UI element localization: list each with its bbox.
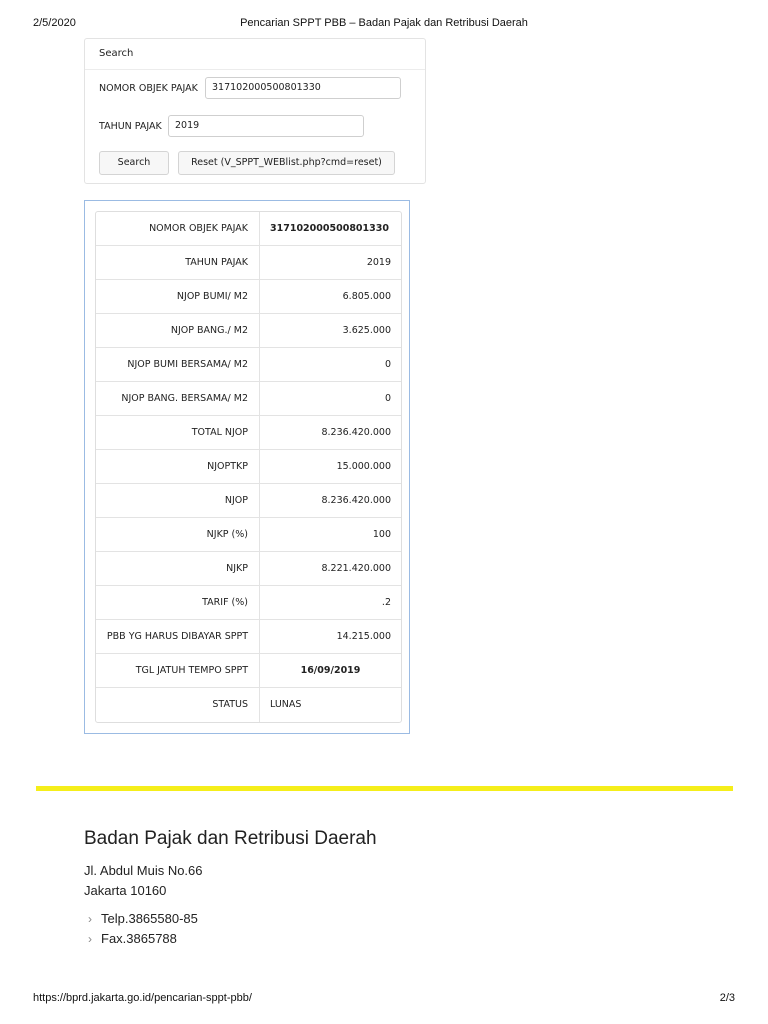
row-label: NJOP <box>96 484 260 517</box>
table-row <box>96 484 401 518</box>
row-label: TOTAL NJOP <box>96 416 260 449</box>
print-header <box>33 17 735 31</box>
row-label: NJOP BANG. BERSAMA/ M2 <box>96 382 260 415</box>
reset-button[interactable]: Reset (V_SPPT_WEBlist.php?cmd=reset) <box>178 151 395 175</box>
sppt-detail-table <box>95 211 402 723</box>
row-value: 2019 <box>366 257 391 268</box>
row-value: 8.236.420.000 <box>321 427 391 438</box>
row-label: TGL JATUH TEMPO SPPT <box>96 654 260 687</box>
table-row <box>96 552 401 586</box>
table-row <box>96 246 401 280</box>
row-label: NJOPTKP <box>96 450 260 483</box>
row-label: NJKP <box>96 552 260 585</box>
row-label: PBB YG HARUS DIBAYAR SPPT <box>96 620 260 653</box>
table-row <box>96 212 401 246</box>
row-value: .2 <box>381 597 391 608</box>
print-page-title: Pencarian SPPT PBB – Badan Pajak dan Retribusi Daerah <box>240 17 528 29</box>
row-label: TARIF (%) <box>96 586 260 619</box>
nop-label: NOMOR OBJEK PAJAK <box>99 83 198 94</box>
print-date: 2/5/2020 <box>33 17 76 29</box>
org-name: Badan Pajak dan Retribusi Daerah <box>84 828 377 849</box>
tahun-pajak-input[interactable]: 2019 <box>168 115 364 137</box>
chevron-right-icon: › <box>88 932 92 946</box>
chevron-right-icon: › <box>88 912 92 926</box>
row-value: 317102000500801330 <box>270 223 389 234</box>
status-value: LUNAS <box>270 699 302 710</box>
table-row <box>96 688 401 722</box>
table-row <box>96 382 401 416</box>
address-line-2: Jakarta 10160 <box>84 883 167 898</box>
tahun-pajak-label: TAHUN PAJAK <box>99 121 162 132</box>
row-value: 100 <box>372 529 391 540</box>
result-panel <box>84 200 410 734</box>
row-label: NJKP (%) <box>96 518 260 551</box>
row-label: NJOP BUMI/ M2 <box>96 280 260 313</box>
table-row <box>96 586 401 620</box>
table-row <box>96 518 401 552</box>
row-value: 14.215.000 <box>336 631 391 642</box>
phone-text: Telp.3865580-85 <box>101 911 198 926</box>
row-value: 0 <box>384 393 391 404</box>
address-line-1: Jl. Abdul Muis No.66 <box>84 863 203 878</box>
page-url: https://bprd.jakarta.go.id/pencarian-sppt-pbb/ <box>33 992 252 1004</box>
row-value: 15.000.000 <box>336 461 391 472</box>
row-label: NJOP BUMI BERSAMA/ M2 <box>96 348 260 381</box>
table-row <box>96 314 401 348</box>
row-label: STATUS <box>96 688 260 722</box>
row-value: 0 <box>384 359 391 370</box>
table-row <box>96 348 401 382</box>
row-value: 6.805.000 <box>342 291 391 302</box>
nop-input[interactable]: 317102000500801330 <box>205 77 401 99</box>
print-footer <box>33 992 735 1006</box>
table-row <box>96 280 401 314</box>
table-row <box>96 620 401 654</box>
row-value: 8.221.420.000 <box>321 563 391 574</box>
row-value: 8.236.420.000 <box>321 495 391 506</box>
page-number: 2/3 <box>719 992 735 1004</box>
row-label: NJOP BANG./ M2 <box>96 314 260 347</box>
row-label: TAHUN PAJAK <box>96 246 260 279</box>
fax-text: Fax.3865788 <box>101 931 177 946</box>
search-panel <box>84 38 426 184</box>
search-panel-title: Search <box>99 48 134 59</box>
table-row <box>96 654 401 688</box>
row-value: 3.625.000 <box>342 325 391 336</box>
yellow-divider <box>36 786 733 791</box>
search-panel-header <box>85 39 425 70</box>
row-label: NOMOR OBJEK PAJAK <box>96 212 260 245</box>
search-button[interactable]: Search <box>99 151 169 175</box>
table-row <box>96 450 401 484</box>
row-value: 16/09/2019 <box>300 665 361 676</box>
table-row <box>96 416 401 450</box>
